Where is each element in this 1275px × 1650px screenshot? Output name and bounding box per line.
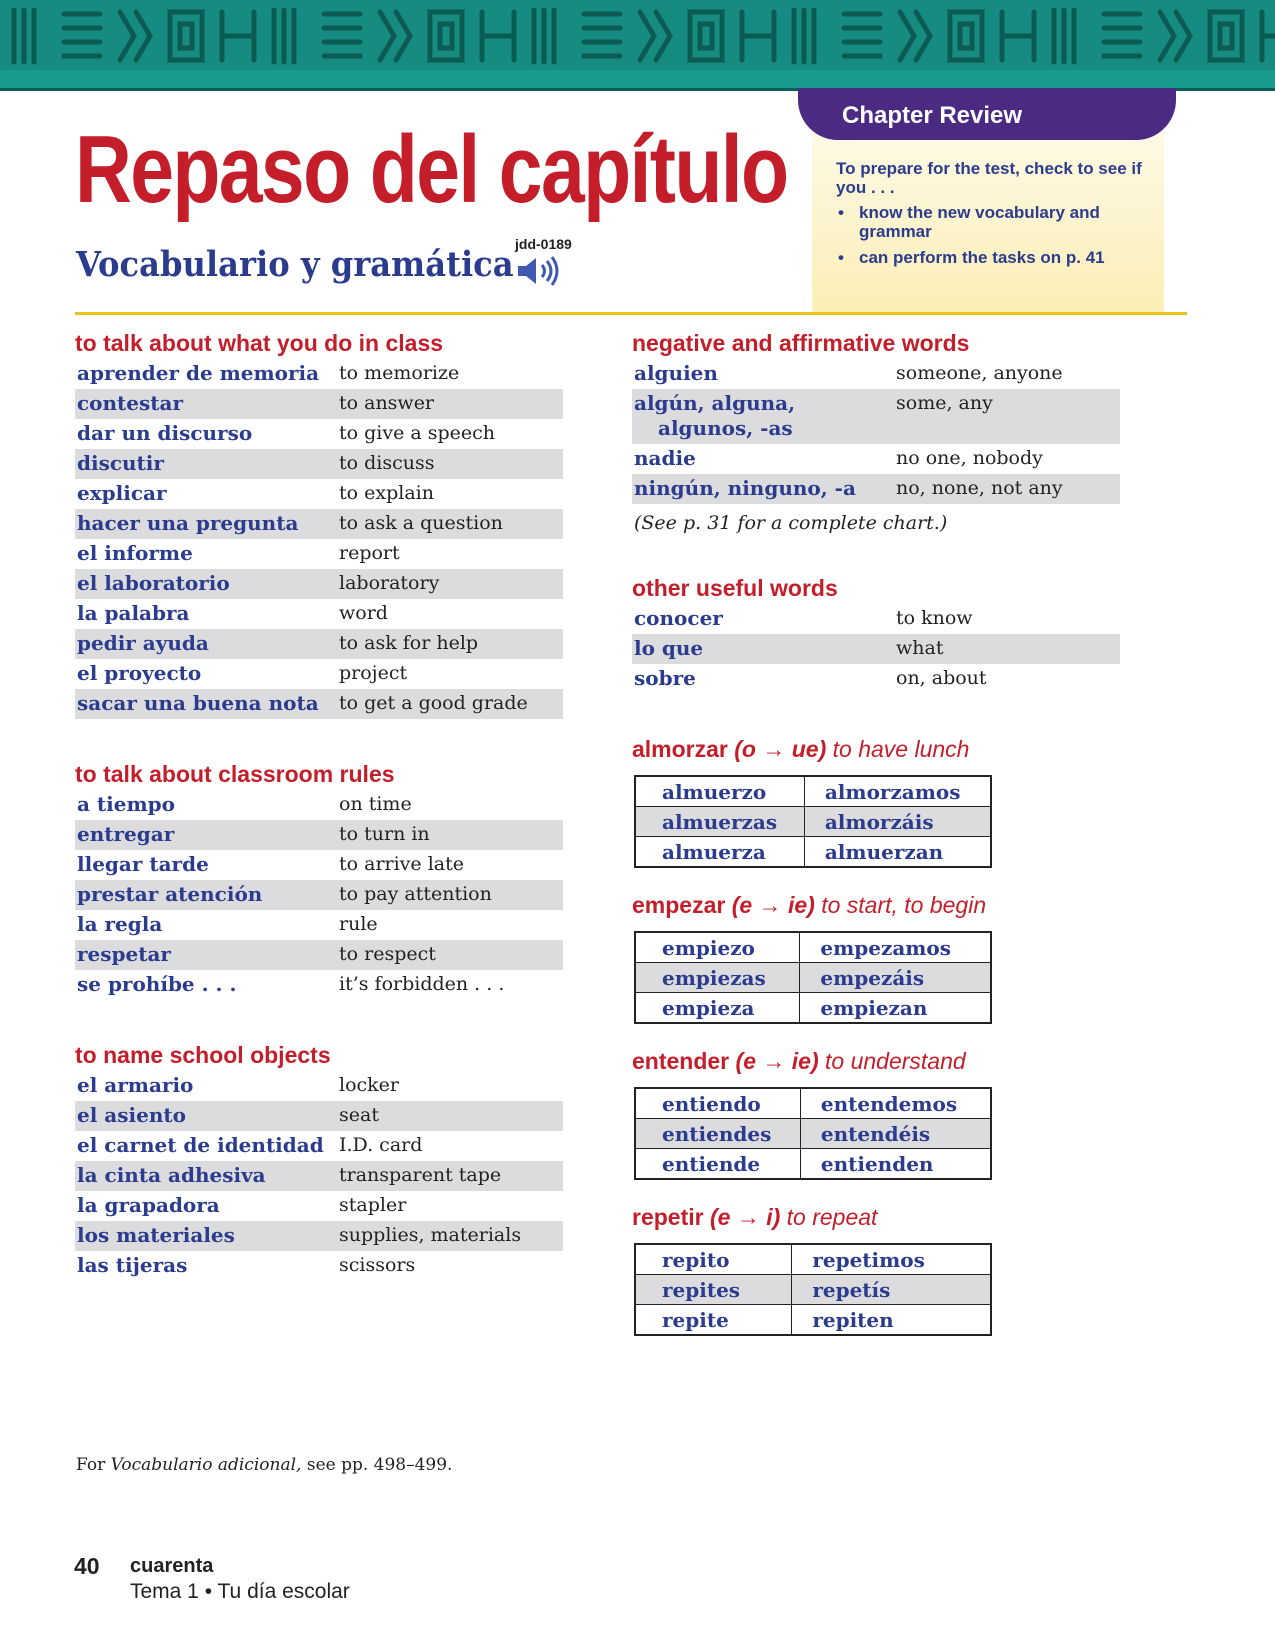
vocab-spanish: pedir ayuda	[77, 631, 209, 655]
vocab-row	[75, 419, 563, 449]
page-number-word: cuarenta	[130, 1555, 214, 1577]
conjugation-cell: entiendes	[635, 1119, 800, 1149]
vocab-row	[632, 389, 1120, 444]
chapter-review-intro: To prepare for the test, check to see if you . . .	[836, 159, 1142, 197]
vocab-row	[75, 1221, 563, 1251]
decorative-banner	[0, 0, 1275, 91]
vocab-row	[75, 599, 563, 629]
vocab-row	[75, 569, 563, 599]
conjugation-cell: empieza	[635, 993, 800, 1024]
section-heading-useful: other useful words	[632, 575, 838, 601]
conjugation-cell: empezamos	[800, 932, 991, 963]
conjugation-cell: empiezo	[635, 932, 800, 963]
conjugation-cell: repetís	[792, 1275, 991, 1305]
vocab-row	[75, 449, 563, 479]
vocab-english: no one, nobody	[896, 447, 1043, 469]
vocab-row	[632, 444, 1120, 474]
vocab-list-negative	[632, 359, 1120, 504]
chapter-review-item: • can perform the tasks on p. 41	[836, 248, 1156, 267]
vocab-spanish: respetar	[77, 942, 171, 966]
vocab-english: to get a good grade	[339, 692, 528, 714]
vocab-spanish: hacer una pregunta	[77, 511, 299, 535]
chart-note: (See p. 31 for a complete chart.)	[634, 512, 948, 534]
verb-stem-change: (o → ue)	[734, 736, 833, 762]
conjugation-cell: entiendo	[635, 1088, 800, 1119]
vocab-english: to memorize	[339, 362, 460, 384]
conjugation-row	[635, 837, 991, 868]
vocab-english: to know	[896, 607, 973, 629]
vocab-row	[75, 820, 563, 850]
verb-heading	[632, 1046, 1120, 1077]
vocab-spanish: el armario	[77, 1073, 194, 1097]
verb-stem-change: (e → ie)	[731, 892, 822, 918]
vocab-english: to respect	[339, 943, 436, 965]
conjugation-row	[635, 1149, 991, 1180]
vocab-row	[75, 1251, 563, 1281]
verb-stem-change: (e → i)	[709, 1204, 787, 1230]
vocab-spanish: aprender de memoria	[77, 361, 320, 385]
vocab-row	[75, 629, 563, 659]
verb-stem-change: (e → ie)	[735, 1048, 825, 1074]
vocab-row	[632, 359, 1120, 389]
vocab-english: it’s forbidden . . .	[339, 973, 505, 995]
conjugation-cell: almuerzo	[635, 776, 804, 807]
vocab-row	[75, 689, 563, 719]
vocab-spanish: a tiempo	[77, 792, 175, 816]
theme-label: Tema 1 • Tu día escolar	[130, 1580, 350, 1603]
verb-infinitive: entender	[632, 1048, 736, 1074]
vocab-english: locker	[339, 1074, 399, 1096]
vocab-row	[75, 479, 563, 509]
vocab-english: project	[339, 662, 408, 684]
vocab-english: to discuss	[339, 452, 435, 474]
vocab-english: to answer	[339, 392, 435, 414]
conjugation-row	[635, 932, 991, 963]
page-number: 40	[74, 1553, 100, 1579]
vocab-spanish: el proyecto	[77, 661, 202, 685]
vocab-spanish: la palabra	[77, 601, 190, 625]
vocab-spanish: prestar atención	[77, 882, 263, 906]
vocab-row	[632, 604, 1120, 634]
vocab-spanish: el carnet de identidad	[77, 1133, 324, 1157]
verb-heading	[632, 734, 1120, 765]
vocab-english: to pay attention	[339, 883, 492, 905]
vocab-spanish: la regla	[77, 912, 163, 936]
additional-vocab-note: For Vocabulario adicional, see pp. 498–499.	[76, 1455, 453, 1475]
verb-block	[632, 1202, 1120, 1336]
conjugation-row	[635, 1119, 991, 1149]
vocab-english: on, about	[896, 667, 987, 689]
vocab-english: rule	[339, 913, 378, 935]
section-heading-class: to talk about what you do in class	[75, 330, 444, 356]
page-title: Repaso del capítulo	[75, 116, 788, 223]
vocab-english: to give a speech	[339, 422, 496, 444]
vocab-spanish: el asiento	[77, 1103, 186, 1127]
vocab-spanish: nadie	[634, 446, 696, 470]
verb-conjugations	[632, 734, 1120, 1336]
vocab-english: to turn in	[339, 823, 430, 845]
conjugation-cell: almuerzas	[635, 807, 804, 837]
verb-infinitive: repetir	[632, 1204, 710, 1230]
vocab-row	[75, 850, 563, 880]
conjugation-cell: almorzáis	[804, 807, 991, 837]
conjugation-row	[635, 993, 991, 1024]
vocab-english: scissors	[339, 1254, 416, 1276]
vocab-english: word	[339, 602, 388, 624]
chapter-review-item: • know the new vocabulary and grammar	[836, 203, 1156, 241]
conjugation-row	[635, 1305, 991, 1336]
vocab-spanish: el laboratorio	[77, 571, 230, 595]
vocab-row	[75, 790, 563, 820]
vocab-row	[75, 910, 563, 940]
audio-code: jdd-0189	[515, 236, 572, 252]
vocab-spanish: entregar	[77, 822, 175, 846]
conjugation-cell: empezáis	[800, 963, 991, 993]
vocab-spanish: algún, alguna, algunos, -as	[634, 391, 796, 440]
verb-heading	[632, 890, 1120, 921]
vocab-spanish: discutir	[77, 451, 164, 475]
vocab-list-rules	[75, 790, 563, 1000]
vocab-english: seat	[339, 1104, 379, 1126]
vocab-spanish: la grapadora	[77, 1193, 220, 1217]
vocab-row	[75, 940, 563, 970]
vocab-spanish: dar un discurso	[77, 421, 253, 445]
vocab-row	[75, 1191, 563, 1221]
vocab-list-class	[75, 359, 563, 719]
vocab-row	[75, 1071, 563, 1101]
conjugation-table	[634, 1243, 992, 1336]
vocab-english: some, any	[896, 392, 993, 414]
left-column	[75, 328, 563, 1281]
vocab-row	[75, 1101, 563, 1131]
vocab-row	[75, 970, 563, 1000]
vocab-spanish: conocer	[634, 606, 723, 630]
vocab-row	[75, 659, 563, 689]
conjugation-cell: entendéis	[800, 1119, 991, 1149]
vocab-row	[632, 634, 1120, 664]
conjugation-cell: repetimos	[792, 1244, 991, 1275]
verb-infinitive: empezar	[632, 892, 732, 918]
conjugation-cell: repito	[635, 1244, 792, 1275]
conjugation-row	[635, 1088, 991, 1119]
conjugation-cell: almuerzan	[804, 837, 991, 868]
conjugation-row	[635, 1244, 991, 1275]
conjugation-row	[635, 776, 991, 807]
right-column	[632, 328, 1120, 1336]
vocab-row	[75, 1161, 563, 1191]
chapter-review-text	[836, 159, 1156, 274]
chapter-review-list	[836, 203, 1156, 267]
conjugation-cell: entendemos	[800, 1088, 991, 1119]
vocab-spanish: explicar	[77, 481, 167, 505]
vocab-english: transparent tape	[339, 1164, 502, 1186]
conjugation-cell: empiezan	[800, 993, 991, 1024]
banner-pattern	[0, 0, 1275, 88]
vocab-spanish: los materiales	[77, 1223, 235, 1247]
conjugation-row	[635, 1275, 991, 1305]
vocab-english: on time	[339, 793, 412, 815]
vocab-spanish: la cinta adhesiva	[77, 1163, 266, 1187]
header-divider	[75, 312, 1187, 315]
conjugation-table	[634, 775, 992, 868]
vocab-english: report	[339, 542, 400, 564]
conjugation-cell: entienden	[800, 1149, 991, 1180]
conjugation-cell: almuerza	[635, 837, 804, 868]
vocab-row	[75, 509, 563, 539]
verb-block	[632, 1046, 1120, 1180]
chapter-review-label: Chapter Review	[842, 102, 1023, 129]
vocab-english: what	[896, 637, 944, 659]
section-heading-rules: to talk about classroom rules	[75, 761, 395, 787]
vocab-english: to ask a question	[339, 512, 503, 534]
vocab-spanish: alguien	[634, 361, 718, 385]
verb-block	[632, 890, 1120, 1024]
vocab-spanish: sobre	[634, 666, 696, 690]
section-heading-negative: negative and affirmative words	[632, 330, 970, 356]
verb-meaning: to start, to begin	[821, 892, 987, 918]
vocab-english: someone, anyone	[896, 362, 1063, 384]
vocab-spanish: sacar una buena nota	[77, 691, 319, 715]
vocab-english: no, none, not any	[896, 477, 1063, 499]
vocab-list-useful	[632, 604, 1120, 694]
vocab-spanish: llegar tarde	[77, 852, 209, 876]
conjugation-row	[635, 963, 991, 993]
verb-infinitive: almorzar	[632, 736, 735, 762]
conjugation-cell: empiezas	[635, 963, 800, 993]
vocab-row	[632, 664, 1120, 694]
vocab-spanish: contestar	[77, 391, 184, 415]
vocab-english: stapler	[339, 1194, 407, 1216]
vocab-spanish: lo que	[634, 636, 704, 660]
verb-heading	[632, 1202, 1120, 1233]
vocab-row	[75, 1131, 563, 1161]
vocab-spanish: las tijeras	[77, 1253, 188, 1277]
conjugation-cell: repite	[635, 1305, 792, 1336]
conjugation-row	[635, 807, 991, 837]
verb-meaning: to understand	[825, 1048, 966, 1074]
vocab-english: to explain	[339, 482, 434, 504]
vocab-row	[75, 539, 563, 569]
verb-block	[632, 734, 1120, 868]
vocab-spanish: se prohíbe . . .	[77, 972, 237, 996]
verb-meaning: to have lunch	[832, 736, 970, 762]
section-heading-objects: to name school objects	[75, 1042, 331, 1068]
vocab-english: to arrive late	[339, 853, 464, 875]
page-subtitle: Vocabulario y gramática	[76, 244, 514, 285]
conjugation-cell: almorzamos	[804, 776, 991, 807]
vocab-row	[75, 880, 563, 910]
conjugation-cell: repites	[635, 1275, 792, 1305]
vocab-english: I.D. card	[339, 1134, 423, 1156]
conjugation-cell: entiende	[635, 1149, 800, 1180]
vocab-list-objects	[75, 1071, 563, 1281]
verb-meaning: to repeat	[786, 1204, 878, 1230]
vocab-english: laboratory	[339, 572, 440, 594]
speaker-icon[interactable]	[516, 256, 564, 290]
conjugation-cell: repiten	[792, 1305, 991, 1336]
vocab-row	[632, 474, 1120, 504]
conjugation-table	[634, 931, 992, 1024]
vocab-row	[75, 359, 563, 389]
vocab-row	[75, 389, 563, 419]
conjugation-table	[634, 1087, 992, 1180]
vocab-spanish: ningún, ninguno, -a	[634, 476, 856, 500]
vocab-spanish: el informe	[77, 541, 193, 565]
vocab-english: to ask for help	[339, 632, 479, 654]
vocab-english: supplies, materials	[339, 1224, 522, 1246]
